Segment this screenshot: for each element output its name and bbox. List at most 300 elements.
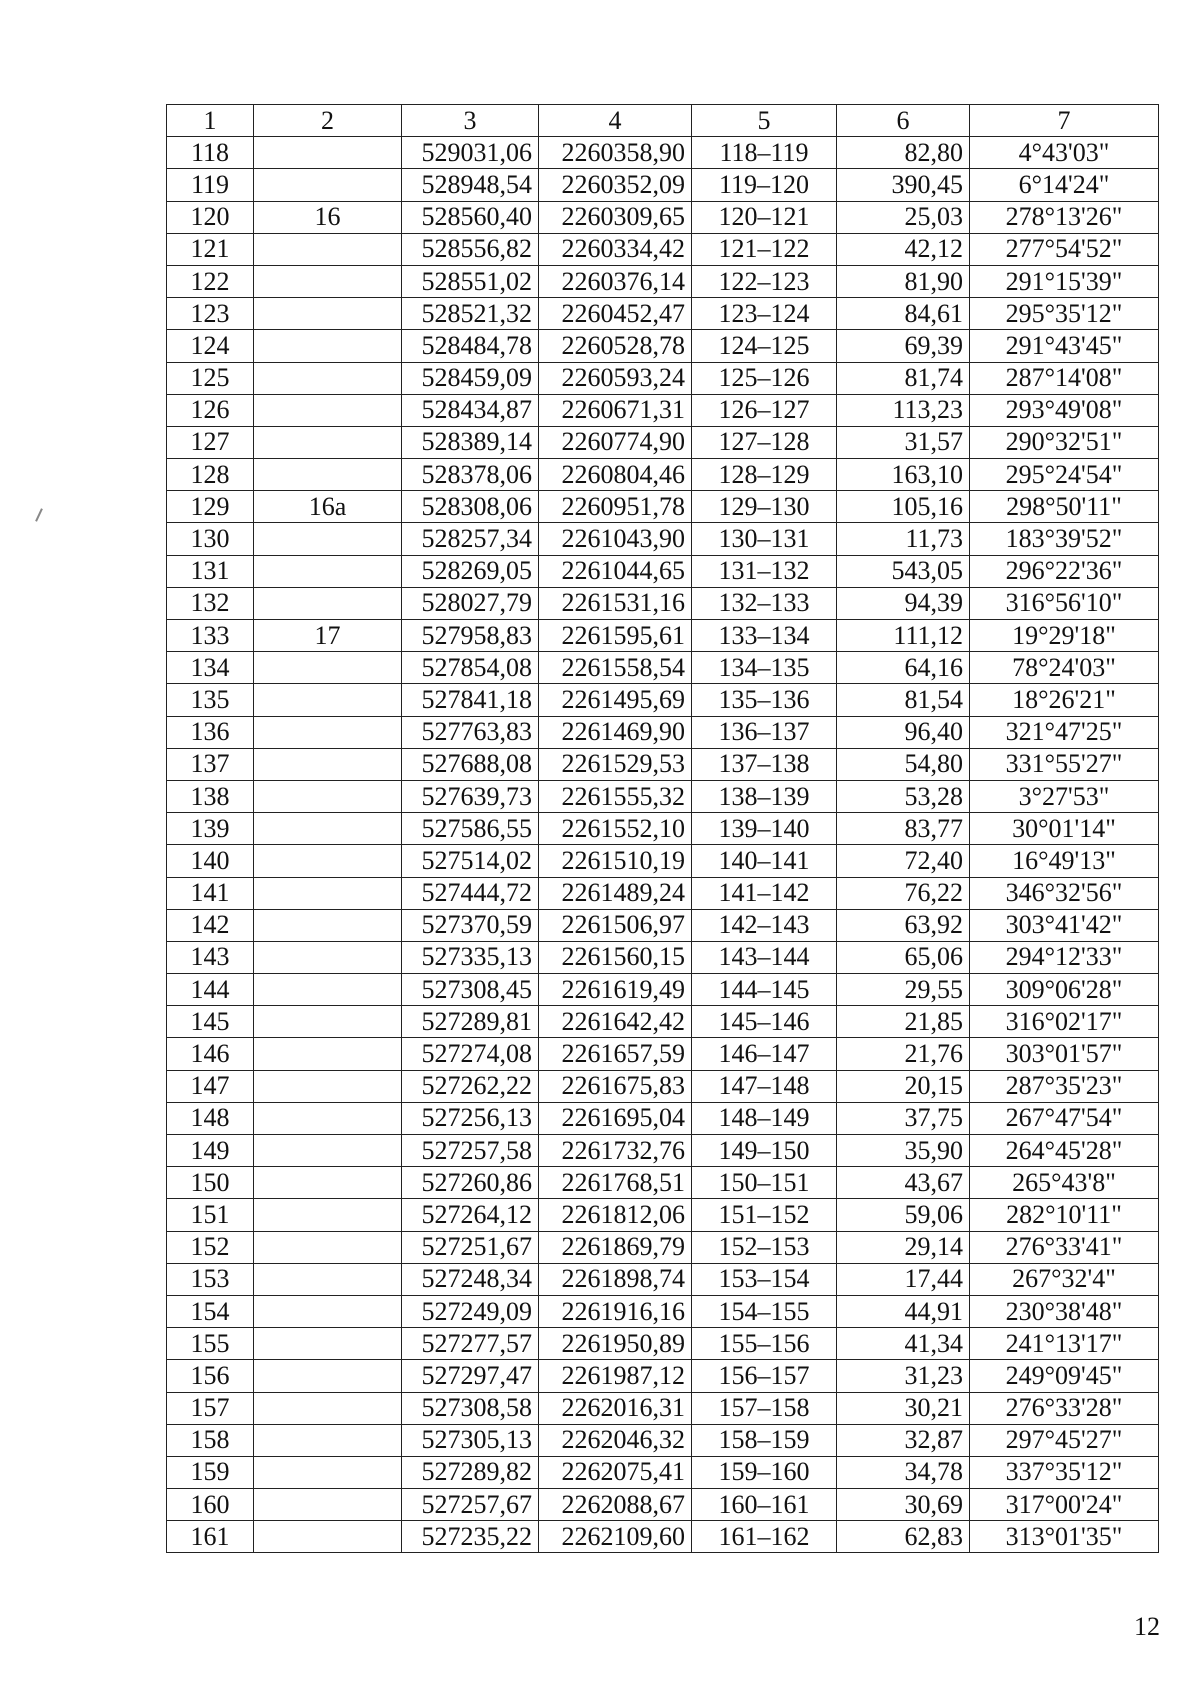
distance-cell: 30,69 bbox=[837, 1489, 970, 1521]
direction-angle-cell: 230°38'48" bbox=[970, 1295, 1159, 1327]
section-number-cell bbox=[254, 1489, 402, 1521]
distance-cell: 21,85 bbox=[837, 1006, 970, 1038]
table-row bbox=[167, 137, 1159, 169]
section-number-cell bbox=[254, 1424, 402, 1456]
direction-angle-cell: 317°00'24" bbox=[970, 1489, 1159, 1521]
coordinate-x-cell: 527841,18 bbox=[402, 684, 539, 716]
section-number-cell bbox=[254, 137, 402, 169]
distance-cell: 44,91 bbox=[837, 1295, 970, 1327]
coordinate-x-cell: 527249,09 bbox=[402, 1295, 539, 1327]
distance-cell: 81,90 bbox=[837, 265, 970, 297]
coordinate-x-cell: 527688,08 bbox=[402, 748, 539, 780]
direction-angle-cell: 337°35'12" bbox=[970, 1456, 1159, 1488]
table-row bbox=[167, 1424, 1159, 1456]
coordinate-y-cell: 2261043,90 bbox=[539, 523, 692, 555]
point-number-cell: 145 bbox=[167, 1006, 254, 1038]
coordinate-x-cell: 527262,22 bbox=[402, 1070, 539, 1102]
table-row bbox=[167, 587, 1159, 619]
coordinate-y-cell: 2260671,31 bbox=[539, 394, 692, 426]
coordinate-x-cell: 527335,13 bbox=[402, 941, 539, 973]
section-number-cell bbox=[254, 1199, 402, 1231]
coordinate-x-cell: 527257,67 bbox=[402, 1489, 539, 1521]
distance-cell: 34,78 bbox=[837, 1456, 970, 1488]
section-number-cell: 16а bbox=[254, 491, 402, 523]
coordinate-y-cell: 2261732,76 bbox=[539, 1135, 692, 1167]
section-number-cell bbox=[254, 877, 402, 909]
point-number-cell: 120 bbox=[167, 201, 254, 233]
section-number-cell bbox=[254, 813, 402, 845]
section-number-cell bbox=[254, 1521, 402, 1553]
distance-cell: 20,15 bbox=[837, 1070, 970, 1102]
distance-cell: 29,55 bbox=[837, 974, 970, 1006]
direction-angle-cell: 309°06'28" bbox=[970, 974, 1159, 1006]
coordinate-x-cell: 527274,08 bbox=[402, 1038, 539, 1070]
table-row bbox=[167, 1102, 1159, 1134]
table-row bbox=[167, 813, 1159, 845]
distance-cell: 69,39 bbox=[837, 330, 970, 362]
direction-angle-cell: 316°02'17" bbox=[970, 1006, 1159, 1038]
point-number-cell: 149 bbox=[167, 1135, 254, 1167]
point-number-cell: 148 bbox=[167, 1102, 254, 1134]
section-number-cell bbox=[254, 684, 402, 716]
distance-cell: 64,16 bbox=[837, 652, 970, 684]
table-row bbox=[167, 362, 1159, 394]
coordinate-x-cell: 527305,13 bbox=[402, 1424, 539, 1456]
table-row bbox=[167, 1167, 1159, 1199]
coordinate-x-cell: 527308,58 bbox=[402, 1392, 539, 1424]
line-segment-cell: 153–154 bbox=[692, 1263, 837, 1295]
table-row bbox=[167, 426, 1159, 458]
point-number-cell: 135 bbox=[167, 684, 254, 716]
coordinate-x-cell: 527586,55 bbox=[402, 813, 539, 845]
coordinate-x-cell: 527277,57 bbox=[402, 1328, 539, 1360]
line-segment-cell: 155–156 bbox=[692, 1328, 837, 1360]
line-segment-cell: 147–148 bbox=[692, 1070, 837, 1102]
coordinate-y-cell: 2260376,14 bbox=[539, 265, 692, 297]
scan-speck bbox=[35, 508, 43, 522]
direction-angle-cell: 290°32'51" bbox=[970, 426, 1159, 458]
direction-angle-cell: 287°14'08" bbox=[970, 362, 1159, 394]
coordinate-y-cell: 2261495,69 bbox=[539, 684, 692, 716]
direction-angle-cell: 303°01'57" bbox=[970, 1038, 1159, 1070]
direction-angle-cell: 16°49'13" bbox=[970, 845, 1159, 877]
coordinate-x-cell: 527289,82 bbox=[402, 1456, 539, 1488]
distance-cell: 111,12 bbox=[837, 620, 970, 652]
distance-cell: 42,12 bbox=[837, 233, 970, 265]
distance-cell: 163,10 bbox=[837, 459, 970, 491]
distance-cell: 31,57 bbox=[837, 426, 970, 458]
direction-angle-cell: 293°49'08" bbox=[970, 394, 1159, 426]
distance-cell: 390,45 bbox=[837, 169, 970, 201]
distance-cell: 82,80 bbox=[837, 137, 970, 169]
coordinate-x-cell: 527235,22 bbox=[402, 1521, 539, 1553]
point-number-cell: 129 bbox=[167, 491, 254, 523]
direction-angle-cell: 30°01'14" bbox=[970, 813, 1159, 845]
coordinate-y-cell: 2261642,42 bbox=[539, 1006, 692, 1038]
section-number-cell: 16 bbox=[254, 201, 402, 233]
distance-cell: 32,87 bbox=[837, 1424, 970, 1456]
line-segment-cell: 142–143 bbox=[692, 909, 837, 941]
coordinate-x-cell: 528308,06 bbox=[402, 491, 539, 523]
coordinate-x-cell: 528948,54 bbox=[402, 169, 539, 201]
distance-cell: 43,67 bbox=[837, 1167, 970, 1199]
table-row bbox=[167, 1070, 1159, 1102]
table-row bbox=[167, 523, 1159, 555]
line-segment-cell: 125–126 bbox=[692, 362, 837, 394]
coordinate-x-cell: 527251,67 bbox=[402, 1231, 539, 1263]
coordinate-x-cell: 528434,87 bbox=[402, 394, 539, 426]
line-segment-cell: 152–153 bbox=[692, 1231, 837, 1263]
point-number-cell: 130 bbox=[167, 523, 254, 555]
coordinate-y-cell: 2261987,12 bbox=[539, 1360, 692, 1392]
coordinate-x-cell: 527958,83 bbox=[402, 620, 539, 652]
table-row bbox=[167, 394, 1159, 426]
point-number-cell: 122 bbox=[167, 265, 254, 297]
point-number-cell: 125 bbox=[167, 362, 254, 394]
point-number-cell: 157 bbox=[167, 1392, 254, 1424]
distance-cell: 105,16 bbox=[837, 491, 970, 523]
coordinate-y-cell: 2260804,46 bbox=[539, 459, 692, 491]
table-row bbox=[167, 1521, 1159, 1553]
coordinate-x-cell: 529031,06 bbox=[402, 137, 539, 169]
coordinate-y-cell: 2261560,15 bbox=[539, 941, 692, 973]
table-row bbox=[167, 941, 1159, 973]
line-segment-cell: 118–119 bbox=[692, 137, 837, 169]
distance-cell: 72,40 bbox=[837, 845, 970, 877]
direction-angle-cell: 78°24'03" bbox=[970, 652, 1159, 684]
column-header-2: 2 bbox=[254, 105, 402, 137]
section-number-cell bbox=[254, 1360, 402, 1392]
section-number-cell bbox=[254, 1392, 402, 1424]
point-number-cell: 133 bbox=[167, 620, 254, 652]
section-number-cell bbox=[254, 394, 402, 426]
section-number-cell bbox=[254, 426, 402, 458]
table-row bbox=[167, 748, 1159, 780]
point-number-cell: 158 bbox=[167, 1424, 254, 1456]
section-number-cell bbox=[254, 1263, 402, 1295]
direction-angle-cell: 267°47'54" bbox=[970, 1102, 1159, 1134]
point-number-cell: 137 bbox=[167, 748, 254, 780]
coordinate-x-cell: 527308,45 bbox=[402, 974, 539, 1006]
direction-angle-cell: 18°26'21" bbox=[970, 684, 1159, 716]
distance-cell: 59,06 bbox=[837, 1199, 970, 1231]
section-number-cell bbox=[254, 587, 402, 619]
line-segment-cell: 149–150 bbox=[692, 1135, 837, 1167]
column-header-1: 1 bbox=[167, 105, 254, 137]
section-number-cell bbox=[254, 1135, 402, 1167]
coordinate-x-cell: 527248,34 bbox=[402, 1263, 539, 1295]
section-number-cell bbox=[254, 909, 402, 941]
table-row bbox=[167, 265, 1159, 297]
distance-cell: 62,83 bbox=[837, 1521, 970, 1553]
line-segment-cell: 124–125 bbox=[692, 330, 837, 362]
point-number-cell: 156 bbox=[167, 1360, 254, 1392]
direction-angle-cell: 4°43'03" bbox=[970, 137, 1159, 169]
section-number-cell bbox=[254, 459, 402, 491]
line-segment-cell: 132–133 bbox=[692, 587, 837, 619]
point-number-cell: 118 bbox=[167, 137, 254, 169]
coordinate-y-cell: 2262075,41 bbox=[539, 1456, 692, 1488]
table-header-row bbox=[167, 105, 1159, 137]
coordinate-y-cell: 2261812,06 bbox=[539, 1199, 692, 1231]
distance-cell: 83,77 bbox=[837, 813, 970, 845]
point-number-cell: 131 bbox=[167, 555, 254, 587]
coordinate-x-cell: 528269,05 bbox=[402, 555, 539, 587]
coordinate-y-cell: 2261510,19 bbox=[539, 845, 692, 877]
distance-cell: 113,23 bbox=[837, 394, 970, 426]
line-segment-cell: 157–158 bbox=[692, 1392, 837, 1424]
point-number-cell: 126 bbox=[167, 394, 254, 426]
point-number-cell: 151 bbox=[167, 1199, 254, 1231]
direction-angle-cell: 294°12'33" bbox=[970, 941, 1159, 973]
line-segment-cell: 137–138 bbox=[692, 748, 837, 780]
section-number-cell bbox=[254, 1328, 402, 1360]
line-segment-cell: 151–152 bbox=[692, 1199, 837, 1231]
direction-angle-cell: 297°45'27" bbox=[970, 1424, 1159, 1456]
point-number-cell: 161 bbox=[167, 1521, 254, 1553]
point-number-cell: 139 bbox=[167, 813, 254, 845]
section-number-cell bbox=[254, 1167, 402, 1199]
direction-angle-cell: 295°35'12" bbox=[970, 298, 1159, 330]
point-number-cell: 127 bbox=[167, 426, 254, 458]
coordinate-x-cell: 528551,02 bbox=[402, 265, 539, 297]
point-number-cell: 136 bbox=[167, 716, 254, 748]
coordinate-x-cell: 527514,02 bbox=[402, 845, 539, 877]
line-segment-cell: 141–142 bbox=[692, 877, 837, 909]
section-number-cell bbox=[254, 1006, 402, 1038]
table-row bbox=[167, 1231, 1159, 1263]
coordinate-y-cell: 2260528,78 bbox=[539, 330, 692, 362]
coordinate-y-cell: 2262109,60 bbox=[539, 1521, 692, 1553]
section-number-cell bbox=[254, 748, 402, 780]
table-row bbox=[167, 298, 1159, 330]
table-body bbox=[167, 137, 1159, 1553]
line-segment-cell: 121–122 bbox=[692, 233, 837, 265]
line-segment-cell: 133–134 bbox=[692, 620, 837, 652]
table-row bbox=[167, 877, 1159, 909]
direction-angle-cell: 346°32'56" bbox=[970, 877, 1159, 909]
section-number-cell bbox=[254, 1038, 402, 1070]
direction-angle-cell: 265°43'8" bbox=[970, 1167, 1159, 1199]
coordinate-x-cell: 528378,06 bbox=[402, 459, 539, 491]
coordinate-x-cell: 527297,47 bbox=[402, 1360, 539, 1392]
line-segment-cell: 148–149 bbox=[692, 1102, 837, 1134]
distance-cell: 37,75 bbox=[837, 1102, 970, 1134]
coordinate-y-cell: 2260593,24 bbox=[539, 362, 692, 394]
point-number-cell: 140 bbox=[167, 845, 254, 877]
point-number-cell: 155 bbox=[167, 1328, 254, 1360]
distance-cell: 21,76 bbox=[837, 1038, 970, 1070]
direction-angle-cell: 277°54'52" bbox=[970, 233, 1159, 265]
point-number-cell: 121 bbox=[167, 233, 254, 265]
direction-angle-cell: 278°13'26" bbox=[970, 201, 1159, 233]
coordinate-y-cell: 2262046,32 bbox=[539, 1424, 692, 1456]
line-segment-cell: 161–162 bbox=[692, 1521, 837, 1553]
line-segment-cell: 119–120 bbox=[692, 169, 837, 201]
point-number-cell: 159 bbox=[167, 1456, 254, 1488]
table-row bbox=[167, 684, 1159, 716]
coordinate-y-cell: 2261869,79 bbox=[539, 1231, 692, 1263]
table-row bbox=[167, 1006, 1159, 1038]
section-number-cell bbox=[254, 845, 402, 877]
point-number-cell: 160 bbox=[167, 1489, 254, 1521]
coordinate-y-cell: 2260951,78 bbox=[539, 491, 692, 523]
direction-angle-cell: 249°09'45" bbox=[970, 1360, 1159, 1392]
distance-cell: 65,06 bbox=[837, 941, 970, 973]
column-header-6: 6 bbox=[837, 105, 970, 137]
line-segment-cell: 144–145 bbox=[692, 974, 837, 1006]
direction-angle-cell: 267°32'4" bbox=[970, 1263, 1159, 1295]
section-number-cell bbox=[254, 298, 402, 330]
coordinate-x-cell: 527289,81 bbox=[402, 1006, 539, 1038]
distance-cell: 96,40 bbox=[837, 716, 970, 748]
point-number-cell: 134 bbox=[167, 652, 254, 684]
line-segment-cell: 136–137 bbox=[692, 716, 837, 748]
line-segment-cell: 131–132 bbox=[692, 555, 837, 587]
point-number-cell: 128 bbox=[167, 459, 254, 491]
line-segment-cell: 159–160 bbox=[692, 1456, 837, 1488]
coordinate-x-cell: 527639,73 bbox=[402, 780, 539, 812]
distance-cell: 76,22 bbox=[837, 877, 970, 909]
section-number-cell bbox=[254, 1456, 402, 1488]
coordinate-x-cell: 527256,13 bbox=[402, 1102, 539, 1134]
line-segment-cell: 150–151 bbox=[692, 1167, 837, 1199]
direction-angle-cell: 298°50'11" bbox=[970, 491, 1159, 523]
distance-cell: 25,03 bbox=[837, 201, 970, 233]
table-row bbox=[167, 974, 1159, 1006]
coordinate-y-cell: 2261768,51 bbox=[539, 1167, 692, 1199]
table-row bbox=[167, 1360, 1159, 1392]
direction-angle-cell: 19°29'18" bbox=[970, 620, 1159, 652]
table-row bbox=[167, 1199, 1159, 1231]
line-segment-cell: 134–135 bbox=[692, 652, 837, 684]
coordinate-x-cell: 527444,72 bbox=[402, 877, 539, 909]
table-row bbox=[167, 555, 1159, 587]
direction-angle-cell: 183°39'52" bbox=[970, 523, 1159, 555]
coordinate-x-cell: 528556,82 bbox=[402, 233, 539, 265]
coordinate-x-cell: 528484,78 bbox=[402, 330, 539, 362]
distance-cell: 84,61 bbox=[837, 298, 970, 330]
direction-angle-cell: 241°13'17" bbox=[970, 1328, 1159, 1360]
coordinate-y-cell: 2261558,54 bbox=[539, 652, 692, 684]
coordinate-y-cell: 2261916,16 bbox=[539, 1295, 692, 1327]
line-segment-cell: 154–155 bbox=[692, 1295, 837, 1327]
distance-cell: 17,44 bbox=[837, 1263, 970, 1295]
coordinate-x-cell: 527257,58 bbox=[402, 1135, 539, 1167]
line-segment-cell: 138–139 bbox=[692, 780, 837, 812]
point-number-cell: 124 bbox=[167, 330, 254, 362]
table-row bbox=[167, 169, 1159, 201]
table-row bbox=[167, 1263, 1159, 1295]
coordinate-x-cell: 528459,09 bbox=[402, 362, 539, 394]
distance-cell: 81,74 bbox=[837, 362, 970, 394]
column-header-5: 5 bbox=[692, 105, 837, 137]
distance-cell: 35,90 bbox=[837, 1135, 970, 1167]
direction-angle-cell: 282°10'11" bbox=[970, 1199, 1159, 1231]
table-row bbox=[167, 1328, 1159, 1360]
coordinate-x-cell: 527854,08 bbox=[402, 652, 539, 684]
section-number-cell bbox=[254, 974, 402, 1006]
coordinate-y-cell: 2260774,90 bbox=[539, 426, 692, 458]
section-number-cell bbox=[254, 1231, 402, 1263]
coordinate-x-cell: 527763,83 bbox=[402, 716, 539, 748]
distance-cell: 31,23 bbox=[837, 1360, 970, 1392]
point-number-cell: 141 bbox=[167, 877, 254, 909]
line-segment-cell: 146–147 bbox=[692, 1038, 837, 1070]
point-number-cell: 146 bbox=[167, 1038, 254, 1070]
coordinate-y-cell: 2261531,16 bbox=[539, 587, 692, 619]
line-segment-cell: 145–146 bbox=[692, 1006, 837, 1038]
table-row bbox=[167, 620, 1159, 652]
table-row bbox=[167, 1489, 1159, 1521]
section-number-cell bbox=[254, 780, 402, 812]
point-number-cell: 144 bbox=[167, 974, 254, 1006]
line-segment-cell: 156–157 bbox=[692, 1360, 837, 1392]
coordinate-x-cell: 527260,86 bbox=[402, 1167, 539, 1199]
point-number-cell: 142 bbox=[167, 909, 254, 941]
coordinate-x-cell: 528257,34 bbox=[402, 523, 539, 555]
direction-angle-cell: 295°24'54" bbox=[970, 459, 1159, 491]
section-number-cell bbox=[254, 265, 402, 297]
table-row bbox=[167, 1038, 1159, 1070]
line-segment-cell: 158–159 bbox=[692, 1424, 837, 1456]
distance-cell: 63,92 bbox=[837, 909, 970, 941]
column-header-4: 4 bbox=[539, 105, 692, 137]
coordinate-y-cell: 2261675,83 bbox=[539, 1070, 692, 1102]
point-number-cell: 132 bbox=[167, 587, 254, 619]
point-number-cell: 152 bbox=[167, 1231, 254, 1263]
coordinate-x-cell: 528389,14 bbox=[402, 426, 539, 458]
direction-angle-cell: 3°27'53" bbox=[970, 780, 1159, 812]
line-segment-cell: 123–124 bbox=[692, 298, 837, 330]
line-segment-cell: 140–141 bbox=[692, 845, 837, 877]
coordinate-y-cell: 2261898,74 bbox=[539, 1263, 692, 1295]
coordinate-y-cell: 2261552,10 bbox=[539, 813, 692, 845]
distance-cell: 543,05 bbox=[837, 555, 970, 587]
section-number-cell bbox=[254, 555, 402, 587]
point-number-cell: 153 bbox=[167, 1263, 254, 1295]
line-segment-cell: 139–140 bbox=[692, 813, 837, 845]
section-number-cell bbox=[254, 716, 402, 748]
section-number-cell bbox=[254, 362, 402, 394]
line-segment-cell: 160–161 bbox=[692, 1489, 837, 1521]
direction-angle-cell: 276°33'28" bbox=[970, 1392, 1159, 1424]
line-segment-cell: 128–129 bbox=[692, 459, 837, 491]
distance-cell: 11,73 bbox=[837, 523, 970, 555]
line-segment-cell: 143–144 bbox=[692, 941, 837, 973]
table-row bbox=[167, 330, 1159, 362]
table-row bbox=[167, 233, 1159, 265]
point-number-cell: 119 bbox=[167, 169, 254, 201]
table-row bbox=[167, 909, 1159, 941]
direction-angle-cell: 303°41'42" bbox=[970, 909, 1159, 941]
coordinate-y-cell: 2260452,47 bbox=[539, 298, 692, 330]
point-number-cell: 150 bbox=[167, 1167, 254, 1199]
direction-angle-cell: 296°22'36" bbox=[970, 555, 1159, 587]
direction-angle-cell: 316°56'10" bbox=[970, 587, 1159, 619]
coordinate-y-cell: 2261657,59 bbox=[539, 1038, 692, 1070]
point-number-cell: 123 bbox=[167, 298, 254, 330]
line-segment-cell: 129–130 bbox=[692, 491, 837, 523]
coordinate-x-cell: 528521,32 bbox=[402, 298, 539, 330]
coordinate-y-cell: 2261950,89 bbox=[539, 1328, 692, 1360]
section-number-cell: 17 bbox=[254, 620, 402, 652]
section-number-cell bbox=[254, 330, 402, 362]
section-number-cell bbox=[254, 1102, 402, 1134]
coordinate-y-cell: 2262088,67 bbox=[539, 1489, 692, 1521]
direction-angle-cell: 6°14'24" bbox=[970, 169, 1159, 201]
coordinate-y-cell: 2260358,90 bbox=[539, 137, 692, 169]
